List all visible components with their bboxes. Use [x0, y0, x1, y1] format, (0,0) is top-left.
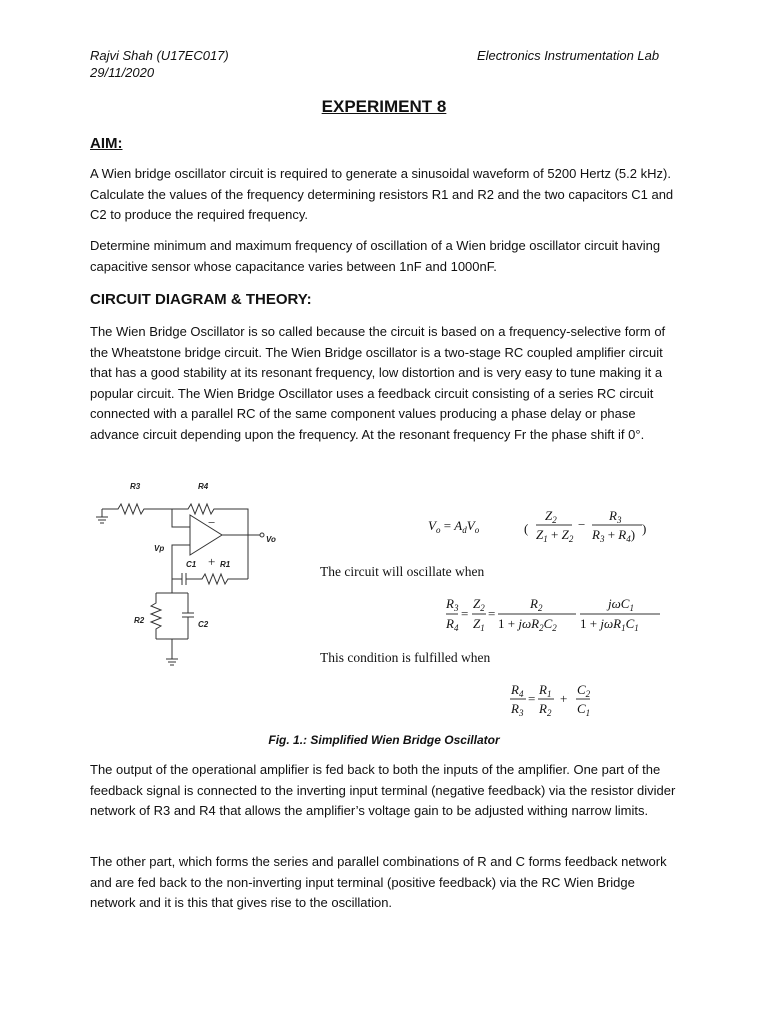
svg-text:−: − — [208, 515, 216, 530]
page-title: EXPERIMENT 8 — [321, 97, 447, 116]
aim-paragraph-1: A Wien bridge oscillator circuit is required to generate a sinusoidal waveform of 5200 Hertz (5.2 kHz). Calculate the values of the frequency determining resistors R1 and R2 and the two capacitors C1 and C2 to produce the required frequency. — [90, 166, 674, 222]
lab-name: Electronics Instrumentation Lab — [477, 48, 660, 63]
svg-text:R3: $R_3$ — [511, 701, 524, 718]
svg-text:R3: $R_3$ — [446, 596, 459, 613]
theory-paragraph-1: The Wien Bridge Oscillator is so called because the circuit is based on a frequency-selective form of the Wheatstone bridge circuit. The Wien Bridge oscillator is a two-stage RC coupled amplifier circuit that has a good stability at its resonant frequency, low distortion and is very easy to tune making it a popular circuit. The Wien Bridge Oscillator uses a feedback circuit consisting of a series RC circuit connected with a parallel RC of the same component values producing a phase delay or phase advance circuit depending upon the frequency. At the resonant frequency Fr the phase shift if 0°. — [90, 324, 666, 442]
svg-text:=: = — [488, 606, 496, 621]
theory-paragraph-3: The other part, which forms the series and parallel combinations of R and C forms feedback network and are fed back to the non-inverting input terminal (positive feedback) via the RC Wien Bridge network and it is this that gives rise to the oscillation. — [90, 854, 667, 910]
svg-text:R3 + R4): $R_3 + R_4$) — [592, 527, 636, 544]
svg-text:Z2: $Z_2$ — [473, 596, 485, 613]
svg-text:R2: $R_2$ — [539, 701, 552, 718]
label-c2: C2 — [198, 620, 209, 629]
svg-text:R2: $R_2$ — [530, 596, 543, 613]
aim-heading: AIM: — [90, 135, 123, 152]
svg-text:C1: $C_1$ — [577, 701, 591, 718]
theory-heading: CIRCUIT DIAGRAM & THEORY: — [90, 291, 312, 308]
svg-text:Vo = AdVo: $V_o = A_dV_o$ — [428, 518, 480, 535]
aim-paragraph-2: Determine minimum and maximum frequency of oscillation of a Wien bridge oscillator circuit having capacitive sensor whose capacitance varies between 1nF and 1000nF. — [90, 238, 661, 274]
svg-text:R4: $R_4$ — [446, 616, 459, 633]
svg-text:=: = — [461, 606, 469, 621]
label-r2: R2 — [134, 616, 145, 625]
svg-text:−: − — [578, 517, 586, 532]
circuit-figure — [90, 475, 680, 725]
svg-text:): ) — [642, 521, 647, 536]
condition-text: This condition is fulfilled when — [320, 650, 491, 665]
label-c1: C1 — [186, 560, 197, 569]
svg-text:C2: $C_2$ — [577, 682, 591, 699]
svg-text:+: + — [560, 691, 568, 706]
label-r3: R3 — [130, 482, 141, 491]
label-vo: Vo — [266, 535, 276, 544]
svg-text:R3: $R_3$ — [609, 508, 622, 525]
svg-text:Z1: $Z_1$ — [473, 616, 485, 633]
theory-paragraph-2: The output of the operational amplifier is fed back to both the inputs of the amplifier. One part of the feedback signal is connected to the inverting input terminal (negative feedback) via the resistor divider network of R3 and R4 that allows the amplifier’s voltage gain to be adjusted withing narrow limits. — [90, 762, 676, 818]
author-line: Rajvi Shah (U17EC017) — [90, 48, 229, 63]
wien-bridge-diagram — [90, 475, 680, 725]
svg-text:Z1 + Z2: $Z_1 + Z_2$ — [536, 527, 574, 544]
figure-caption: Fig. 1.: Simplified Wien Bridge Oscillator — [268, 733, 500, 747]
svg-text:Z2: $Z_2$ — [545, 508, 557, 525]
svg-text:=: = — [528, 691, 536, 706]
svg-text:R1: $R_1$ — [539, 682, 552, 699]
svg-text:R4: $R_4$ — [511, 682, 524, 699]
svg-text:jωC1: jωC$_1$ — [608, 596, 634, 613]
svg-text:1 + jωR1C1: $1 + j\omega R_1C_1$ — [580, 616, 639, 633]
label-vp: Vp — [154, 544, 165, 553]
svg-text:+: + — [208, 554, 216, 569]
oscillate-text: The circuit will oscillate when — [320, 564, 485, 579]
label-r1: R1 — [220, 560, 231, 569]
label-r4: R4 — [198, 482, 209, 491]
svg-text:1 + jωR2C2: $1 + j\omega R_2C_2$ — [498, 616, 557, 633]
date-line: 29/11/2020 — [90, 65, 155, 80]
svg-text:(: ( — [524, 521, 529, 536]
